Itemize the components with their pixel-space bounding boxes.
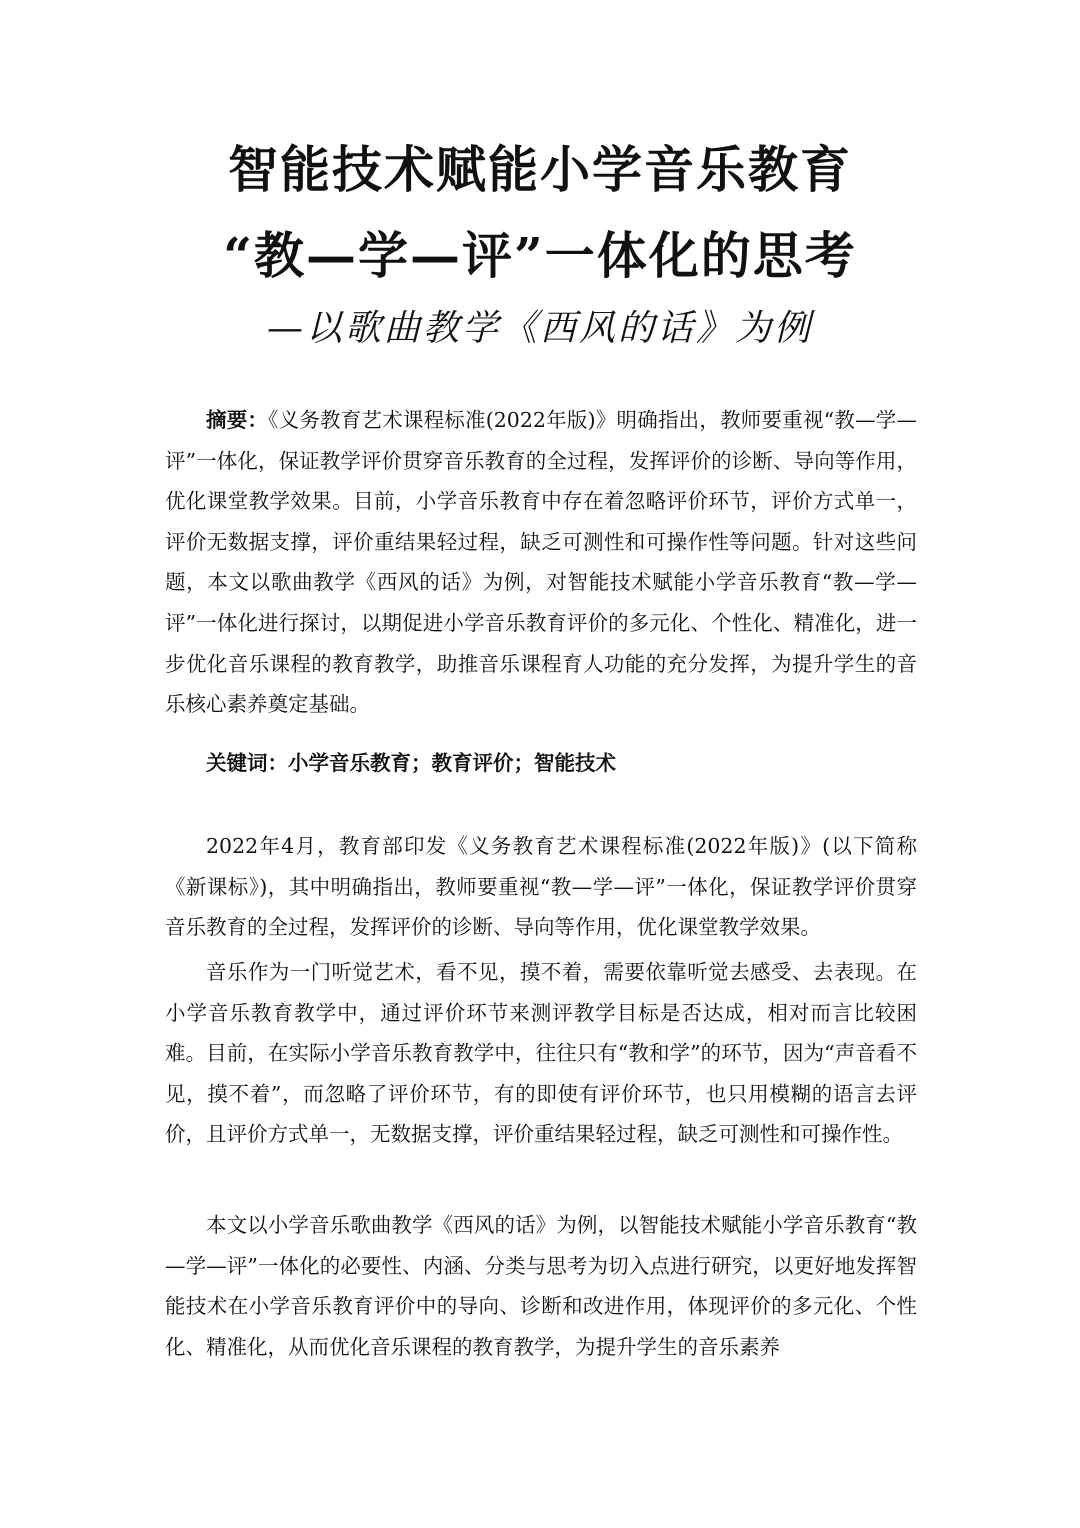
abstract-text: 《义务教育艺术课程标准(2022年版)》明确指出，教师要重视“教—学—评”一体化，保证教学评价贯穿音乐教育的全过程，发挥评价的诊断、导向等作用，优化课堂教学效果。目前，小学音乐教育中存在着忽略评价环节，评价方式单一，评价无数据支撑，评价重结果轻过程，缺乏可测性和可操作性等问题。针对这些问题，本文以歌曲教学《西风的话》为例，对智能技术赋能小学音乐教育“教—学—评”一体化进行探讨，以期促进小学音乐教育评价的多元化、个性化、精准化，进一步优化音乐课程的教育教学，助推音乐课程育人功能的充分发挥，为提升学生的音乐核心素养奠定基础。 [165,408,918,717]
body-paragraph: 本文以小学音乐歌曲教学《西风的话》为例，以智能技术赋能小学音乐教育“教—学—评”一体化的必要性、内涵、分类与思考为切入点进行研究，以更好地发挥智能技术在小学音乐教育评价中的导向、诊断和改进作用，体现评价的多元化、个性化、精准化，从而优化音乐课程的教育教学，为提升学生的音乐素养 [165,1213,917,1359]
body-paragraph: 音乐作为一门听觉艺术，看不见，摸不着，需要依靠听觉去感受、去表现。在小学音乐教育教学中，通过评价环节来测评教学目标是否达成，相对而言比较困难。目前，在实际小学音乐教育教学中，往往只有“教和学”的环节，因为“声音看不见，摸不着”，而忽略了评价环节，有的即使有评价环节，也只用模糊的语言去评价，且评价方式单一，无数据支撑，评价重结果轻过程，缺乏可测性和可操作性。 [165,960,917,1147]
keywords-text: 小学音乐教育；教育评价；智能技术 [288,751,616,775]
keywords-label: 关键词： [206,751,288,775]
keywords [165,743,917,784]
abstract [165,400,917,725]
body-paragraph: 2022年4月，教育部印发《义务教育艺术课程标准(2022年版)》(以下简称《新课标》)，其中明确指出，教师要重视“教—学—评”一体化，保证教学评价贯穿音乐教育的全过程，发挥评价的诊断、导向等作用，优化课堂教学效果。 [165,834,917,940]
subtitle: —以歌曲教学《西风的话》为例 [266,308,813,349]
title-line-1: 智能技术赋能小学音乐教育 [228,140,852,199]
title-line-2: “教—学—评”一体化的思考 [223,226,857,285]
abstract-label: 摘要： [206,408,269,432]
